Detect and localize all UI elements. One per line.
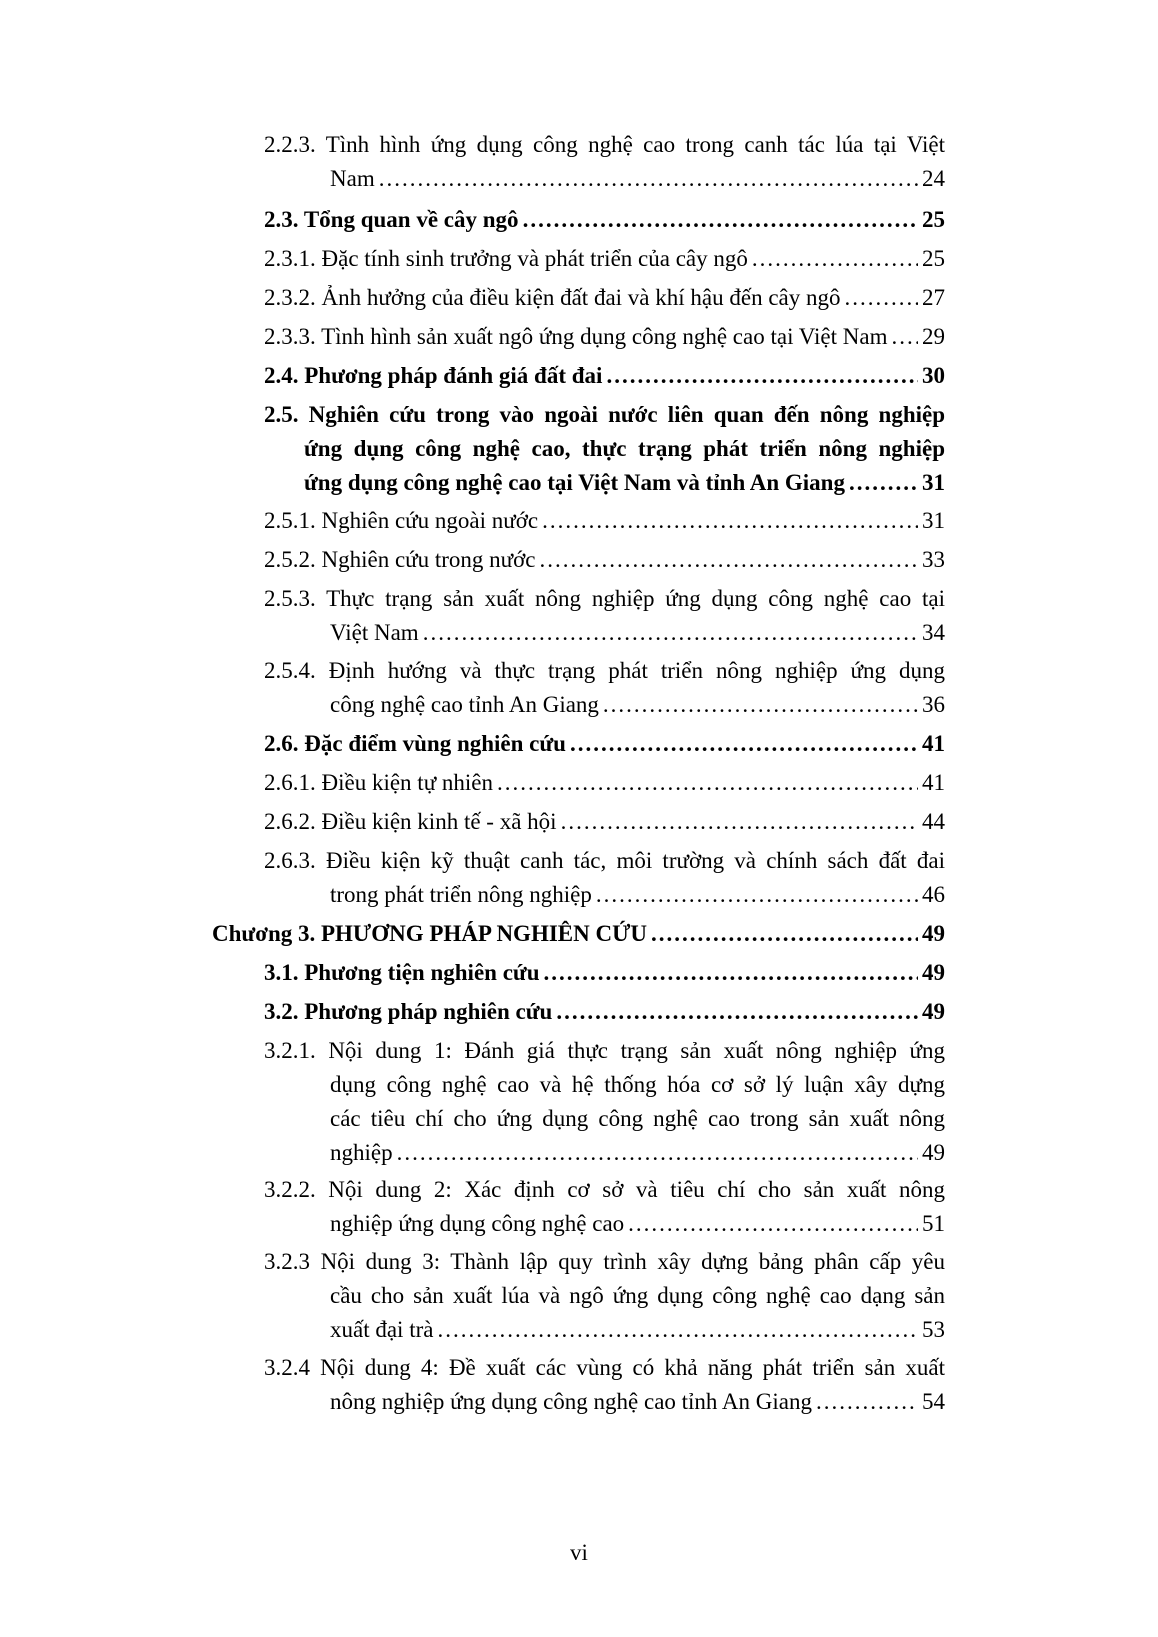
dot-leader (752, 242, 918, 276)
dot-leader (523, 203, 918, 237)
dot-leader (891, 320, 918, 354)
toc-page-number: 27 (922, 285, 945, 310)
toc-entry-3-2-2 (264, 1173, 945, 1241)
toc-entry-2-2-3 (264, 128, 945, 196)
dot-leader (437, 1313, 918, 1347)
toc-entry-2-5-1 (264, 504, 945, 538)
dot-leader (542, 504, 918, 538)
toc-entry-3-2-4 (264, 1351, 945, 1419)
toc-page-number: 30 (922, 363, 945, 388)
toc-entry-3-1 (264, 956, 945, 990)
dot-leader (423, 616, 918, 650)
toc-entry-text: 2.4. Phương pháp đánh giá đất đai (264, 363, 603, 388)
toc-entry-text-line: xuất đại trà (330, 1317, 434, 1342)
toc-entry-text: 2.6.1. Điều kiện tự nhiên (264, 770, 494, 795)
toc-page-number: 24 (922, 166, 945, 191)
toc-entry-text: Chương 3. PHƯƠNG PHÁP NGHIÊN CỨU (212, 921, 648, 946)
dot-leader (816, 1385, 918, 1419)
toc-entry-2-5 (264, 398, 945, 500)
page-number-footer: vi (570, 1540, 588, 1565)
toc-entry-2-5-2 (264, 543, 945, 577)
toc-entry-text-line: trong phát triển nông nghiệp (330, 882, 592, 907)
toc-page-number: 53 (922, 1317, 945, 1342)
toc-entry-3-2-3 (264, 1245, 945, 1347)
toc-entry-2-3 (264, 203, 945, 237)
toc-entry-text-line: 2.6.3. Điều kiện kỹ thuật canh tác, môi trường và chính sách đất đai (264, 848, 945, 873)
dot-leader (628, 1207, 918, 1241)
toc-entry-2-3-1 (264, 242, 945, 276)
toc-entry-text-line: nghiệp ứng dụng công nghệ cao (330, 1211, 625, 1236)
toc-page-number: 31 (922, 470, 945, 495)
dot-leader (556, 995, 918, 1029)
toc-page-number: 36 (922, 692, 945, 717)
dot-leader (596, 878, 918, 912)
toc-page-number: 54 (922, 1389, 945, 1414)
toc-page-number: 49 (922, 1140, 945, 1165)
toc-entry-text: 3.1. Phương tiện nghiên cứu (264, 960, 540, 985)
toc-entry-2-4 (264, 359, 945, 393)
toc-entry-2-5-4 (264, 654, 945, 722)
toc-page-number: 51 (922, 1211, 945, 1236)
toc-page-number: 49 (922, 999, 945, 1024)
dot-leader (561, 805, 918, 839)
toc-entry-text-line: 3.2.3 Nội dung 3: Thành lập quy trình xây dựng bảng phân cấp yêu (264, 1249, 945, 1274)
toc-entry-text: 2.6.2. Điều kiện kinh tế - xã hội (264, 809, 557, 834)
toc-entry-text-line: 2.5.3. Thực trạng sản xuất nông nghiệp ứng dụng công nghệ cao tại (264, 586, 945, 611)
toc-page-number: 49 (922, 960, 945, 985)
toc-entry-text-line: ứng dụng công nghệ cao tại Việt Nam và tỉnh An Giang (304, 470, 845, 495)
toc-page-number: 41 (922, 770, 945, 795)
toc-entry-text: 2.6. Đặc điểm vùng nghiên cứu (264, 731, 566, 756)
toc-entry-text-line: 2.5.4. Định hướng và thực trạng phát triển nông nghiệp ứng dụng (264, 658, 945, 683)
toc-entry-text-line: 3.2.1. Nội dung 1: Đánh giá thực trạng sản xuất nông nghiệp ứng (264, 1038, 945, 1063)
toc-entry-text-line: dụng công nghệ cao và hệ thống hóa cơ sở lý luận xây dựng (330, 1072, 945, 1097)
toc-entry-2-6-1 (264, 766, 945, 800)
dot-leader (606, 359, 918, 393)
toc-entry-text-line: 3.2.4 Nội dung 4: Đề xuất các vùng có khả năng phát triển sản xuất (264, 1355, 945, 1380)
dot-leader (379, 162, 918, 196)
toc-entry-2-6 (264, 727, 945, 761)
toc-entry-text-line: nghiệp (330, 1140, 393, 1165)
toc-entry-text-line: Việt Nam (330, 620, 419, 645)
toc-entry-text-line: 2.2.3. Tình hình ứng dụng công nghệ cao trong canh tác lúa tại Việt (264, 132, 945, 157)
toc-entry-text-line: nông nghiệp ứng dụng công nghệ cao tỉnh An Giang (330, 1389, 812, 1414)
toc-entry-3-2 (264, 995, 945, 1029)
toc-entry-text-line: 3.2.2. Nội dung 2: Xác định cơ sở và tiêu chí cho sản xuất nông (264, 1177, 945, 1202)
toc-entry-2-3-3 (264, 320, 945, 354)
toc-page-number: 49 (922, 921, 945, 946)
dot-leader (849, 466, 918, 500)
toc-entry-text: 2.3.2. Ảnh hưởng của điều kiện đất đai và khí hậu đến cây ngô (264, 285, 841, 310)
dot-leader (844, 281, 918, 315)
toc-page-number: 46 (922, 882, 945, 907)
dot-leader (651, 917, 918, 951)
toc-entry-text-line: cầu cho sản xuất lúa và ngô ứng dụng công nghệ cao dạng sản (330, 1283, 945, 1308)
toc-entry-text: 3.2. Phương pháp nghiên cứu (264, 999, 553, 1024)
toc-entry-text: 2.3. Tổng quan về cây ngô (264, 207, 519, 232)
toc-entry-text-line: Nam (330, 166, 375, 191)
toc-entry-2-5-3 (264, 582, 945, 650)
toc-page-number: 41 (922, 731, 945, 756)
dot-leader (540, 543, 918, 577)
toc-entry-chapter-3 (212, 917, 945, 951)
toc-page-number: 29 (922, 324, 945, 349)
dot-leader (603, 688, 918, 722)
toc-entry-text: 2.3.3. Tình hình sản xuất ngô ứng dụng công nghệ cao tại Việt Nam (264, 324, 888, 349)
dot-leader (570, 727, 918, 761)
toc-page-number: 31 (922, 508, 945, 533)
toc-page-number: 44 (922, 809, 945, 834)
toc-entry-text-line: các tiêu chí cho ứng dụng công nghệ cao trong sản xuất nông (330, 1106, 945, 1131)
toc-entry-text: 2.3.1. Đặc tính sinh trưởng và phát triển của cây ngô (264, 246, 748, 271)
toc-page-number: 25 (922, 246, 945, 271)
toc-page-number: 25 (922, 207, 945, 232)
toc-entry-text-line: ứng dụng công nghệ cao, thực trạng phát triển nông nghiệp (304, 436, 945, 461)
toc-entry-2-6-3 (264, 844, 945, 912)
toc-entry-text: 2.5.2. Nghiên cứu trong nước (264, 547, 536, 572)
dot-leader (397, 1136, 918, 1170)
dot-leader (497, 766, 918, 800)
toc-entry-text-line: 2.5. Nghiên cứu trong vào ngoài nước liên quan đến nông nghiệp (264, 402, 945, 427)
toc-entry-text-line: công nghệ cao tỉnh An Giang (330, 692, 599, 717)
toc-entry-3-2-1 (264, 1034, 945, 1170)
dot-leader (544, 956, 919, 990)
toc-page-number: 33 (922, 547, 945, 572)
toc-page-number: 34 (922, 620, 945, 645)
toc-entry-2-6-2 (264, 805, 945, 839)
toc-entry-2-3-2 (264, 281, 945, 315)
toc-entry-text: 2.5.1. Nghiên cứu ngoài nước (264, 508, 539, 533)
